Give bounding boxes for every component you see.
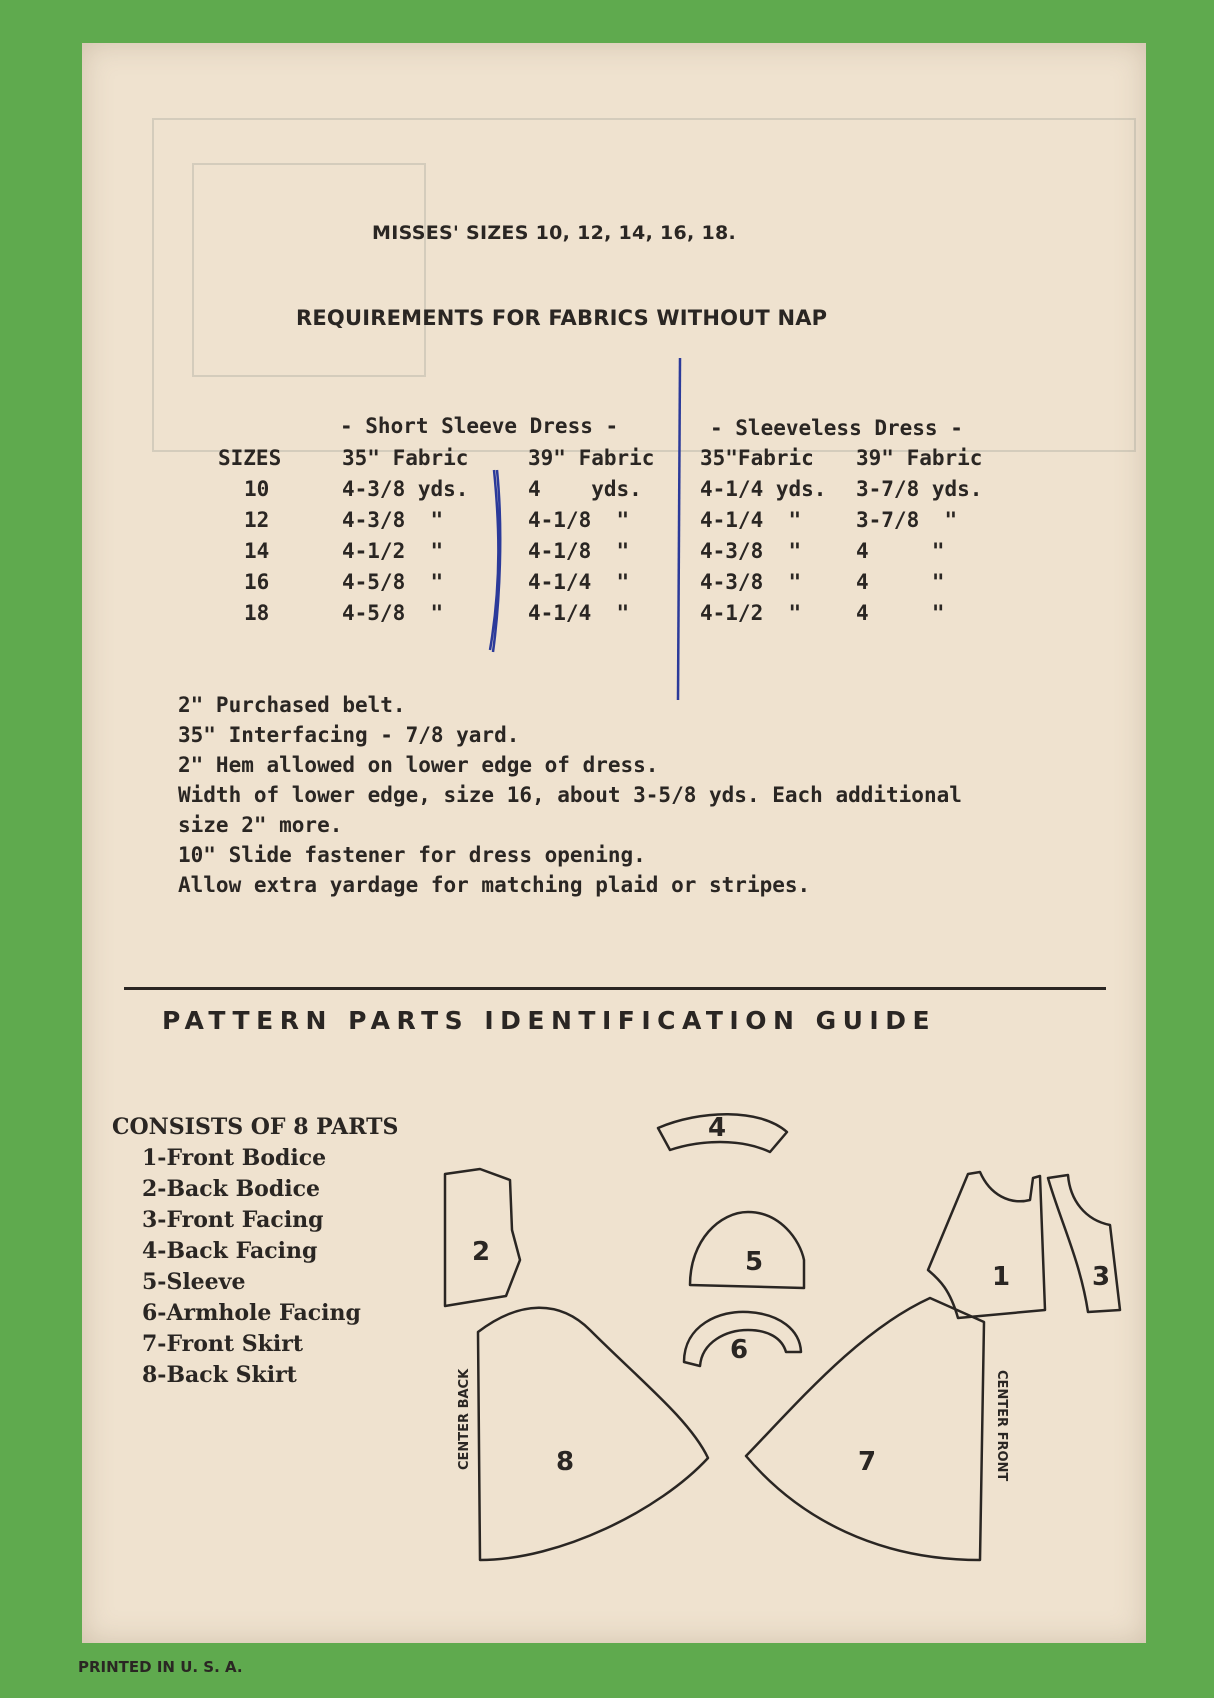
list-item: 7-Front Skirt	[142, 1331, 303, 1357]
consists-label: CONSISTS OF 8 PARTS	[112, 1114, 399, 1140]
col-header-short-39: 39" Fabric	[528, 446, 655, 470]
table-cell: 4-1/4 "	[528, 601, 630, 625]
piece-label-4: 4	[708, 1113, 727, 1143]
size-cell: 16	[244, 570, 270, 594]
size-cell: 14	[244, 539, 270, 563]
size-cell: 10	[244, 477, 270, 501]
sizes-title: MISSES' SIZES 10, 12, 14, 16, 18.	[372, 222, 737, 244]
size-cell: 18	[244, 601, 270, 625]
piece-7-front-skirt	[746, 1298, 984, 1560]
table-cell: 4-1/8 "	[528, 539, 630, 563]
table-cell: 4-1/4 "	[528, 570, 630, 594]
col-header-sleeveless-35: 35"Fabric	[700, 446, 814, 470]
center-back-label: CENTER BACK	[457, 1368, 472, 1470]
table-cell: 4-3/8 "	[700, 570, 802, 594]
table-cell: 4 "	[856, 539, 945, 563]
list-item: 3-Front Facing	[142, 1207, 324, 1233]
col-header-sizes: SIZES	[218, 446, 282, 470]
note-line: 35" Interfacing - 7/8 yard.	[178, 723, 520, 747]
piece-label-6: 6	[730, 1335, 749, 1365]
note-line: size 2" more.	[178, 813, 343, 837]
center-front-label: CENTER FRONT	[994, 1370, 1009, 1482]
table-cell: 4 yds.	[528, 477, 642, 501]
piece-8-back-skirt	[478, 1308, 708, 1560]
table-cell: 4-1/8 "	[528, 508, 630, 532]
table-cell: 4 "	[856, 570, 945, 594]
col-header-short-35: 35" Fabric	[342, 446, 469, 470]
short-sleeve-group-label: - Short Sleeve Dress -	[340, 414, 619, 438]
size-cell: 12	[244, 508, 270, 532]
piece-label-7: 7	[858, 1447, 877, 1477]
piece-label-3: 3	[1092, 1262, 1111, 1292]
list-item: 4-Back Facing	[142, 1238, 318, 1264]
list-item: 6-Armhole Facing	[142, 1300, 361, 1326]
list-item: 5-Sleeve	[142, 1269, 246, 1295]
table-cell: 4-5/8 "	[342, 601, 444, 625]
note-line: 2" Hem allowed on lower edge of dress.	[178, 753, 659, 777]
list-item: 2-Back Bodice	[142, 1176, 320, 1202]
table-cell: 4-1/2 "	[700, 601, 802, 625]
piece-label-2: 2	[472, 1237, 491, 1267]
table-cell: 4-3/8 "	[342, 508, 444, 532]
piece-1-front-bodice	[928, 1172, 1045, 1318]
table-cell: 4 "	[856, 601, 945, 625]
printed-in-usa: PRINTED IN U. S. A.	[78, 1658, 243, 1676]
piece-label-8: 8	[556, 1447, 575, 1477]
note-line: Allow extra yardage for matching plaid or stripes.	[178, 873, 811, 897]
table-cell: 3-7/8 yds.	[856, 477, 983, 501]
col-header-sleeveless-39: 39" Fabric	[856, 446, 983, 470]
sleeveless-group-label: - Sleeveless Dress -	[710, 416, 963, 440]
list-item: 8-Back Skirt	[142, 1362, 297, 1388]
note-line: 2" Purchased belt.	[178, 693, 406, 717]
table-cell: 4-3/8 "	[700, 539, 802, 563]
requirements-title: REQUIREMENTS FOR FABRICS WITHOUT NAP	[296, 306, 828, 330]
guide-title: PATTERN PARTS IDENTIFICATION GUIDE	[162, 1006, 937, 1035]
table-cell: 4-1/2 "	[342, 539, 444, 563]
list-item: 1-Front Bodice	[142, 1145, 327, 1171]
note-line: Width of lower edge, size 16, about 3-5/8 yds. Each additional	[178, 783, 962, 807]
table-cell: 4-1/4 "	[700, 508, 802, 532]
table-cell: 4-1/4 yds.	[700, 477, 827, 501]
table-cell: 4-3/8 yds.	[342, 477, 469, 501]
piece-label-5: 5	[745, 1247, 764, 1277]
piece-label-1: 1	[992, 1262, 1011, 1292]
table-cell: 3-7/8 "	[856, 508, 958, 532]
table-cell: 4-5/8 "	[342, 570, 444, 594]
note-line: 10" Slide fastener for dress opening.	[178, 843, 646, 867]
